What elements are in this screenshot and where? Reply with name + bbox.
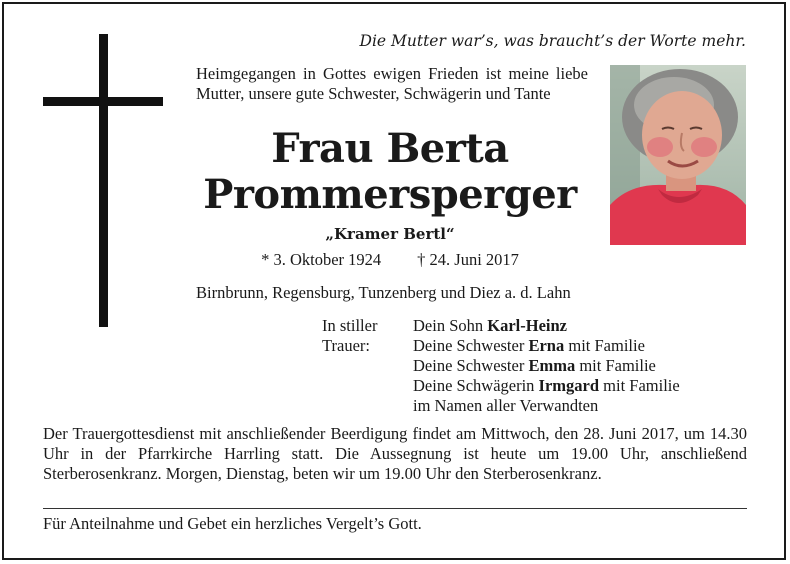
name-line-2: Prommersperger <box>203 171 577 218</box>
mourner-row <box>413 376 773 396</box>
nickname: „Kramer Bertl“ <box>325 225 455 243</box>
cross-icon-vertical-bar <box>99 34 108 327</box>
mourning-label <box>322 316 402 356</box>
deceased-name <box>190 126 590 218</box>
places-line: Birnbrunn, Regensburg, Tunzenberg und Diez a. d. Lahn <box>196 283 571 302</box>
portrait-photo-graphic <box>610 65 746 245</box>
mourner-row <box>413 316 773 336</box>
mourner-name: Karl-Heinz <box>487 316 567 335</box>
birth-date: * 3. Oktober 1924 <box>261 250 382 269</box>
motto-quote: Die Mutter war’s, was braucht’s der Worte mehr. <box>359 32 746 50</box>
name-line-1: Frau Berta <box>271 125 509 172</box>
mourner-name: Emma <box>528 356 576 375</box>
death-date: † 24. Juni 2017 <box>417 250 519 269</box>
mourner-row <box>413 356 773 376</box>
mourner-name: Erna <box>528 336 565 355</box>
mourner-row <box>413 396 773 416</box>
mourner-suffix: mit Familie <box>599 376 680 395</box>
mourner-name: Irmgard <box>538 376 600 395</box>
mourners-list <box>413 316 773 416</box>
intro-text: Heimgegangen in Gottes ewigen Frieden ist meine liebe Mutter, unsere gute Schwester, Schwägerin und Tante <box>196 64 588 103</box>
service-announcement: Der Trauergottesdienst mit anschließender Beerdigung findet am Mittwoch, den 28. Juni 2017, um 14.30 Uhr in der Pfarrkirche Harrling statt. Die Aussegnung ist heute um 19.00 Uhr, anschließend Sterberosenkranz. Morgen, Dienstag, beten wir um 19.00 Uhr den Sterberosenkranz. <box>43 424 747 483</box>
mourner-relation: Deine Schwester <box>413 356 529 375</box>
cross-icon-horizontal-bar <box>43 97 163 106</box>
mourner-row <box>413 336 773 356</box>
mourner-suffix: mit Familie <box>564 336 645 355</box>
divider <box>43 508 747 509</box>
mourning-label-line-1: In stiller <box>322 316 378 335</box>
mourner-relation: Deine Schwägerin <box>413 376 539 395</box>
mourner-relation: Dein Sohn <box>413 316 488 335</box>
portrait-photo <box>610 65 746 245</box>
mourning-label-line-2: Trauer: <box>322 336 370 355</box>
life-dates <box>190 250 590 270</box>
thanks-line: Für Anteilnahme und Gebet ein herzliches Vergelt’s Gott. <box>43 514 422 533</box>
mourner-suffix: mit Familie <box>575 356 656 375</box>
mourner-relation: Deine Schwester <box>413 336 529 355</box>
mourner-relation: im Namen aller Verwandten <box>413 396 599 415</box>
